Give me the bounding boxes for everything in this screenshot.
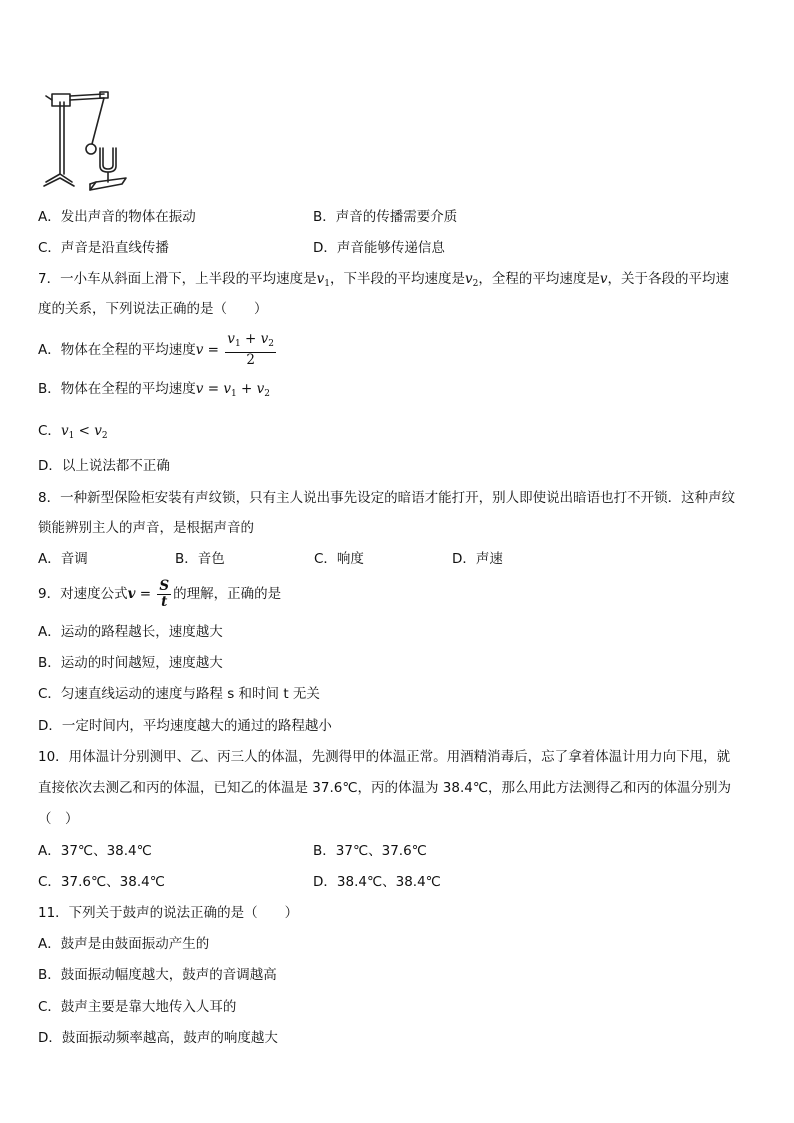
tuning-fork-pendulum-apparatus-icon (38, 86, 133, 196)
q6-option-b[interactable]: B．声音的传播需要介质 (313, 209, 458, 225)
q7-option-c[interactable]: C．$v_1 < v_2$ (38, 423, 108, 441)
q11-option-b[interactable]: B．鼓面振动幅度越大，鼓声的音调越高 (38, 967, 277, 983)
q11-option-c[interactable]: C．鼓声主要是靠大地传入人耳的 (38, 999, 237, 1015)
q9-stem: 9．对速度公式v = $\frac{S}{t}$ 的理解，正确的是 (38, 577, 282, 610)
q6-option-a[interactable]: A．发出声音的物体在振动 (38, 209, 196, 225)
q8-stem-line2: 锁能辨别主人的声音，是根据声音的 (38, 520, 254, 536)
q11-stem: 11．下列关于鼓声的说法正确的是（ ） (38, 905, 299, 921)
q9-option-a[interactable]: A．运动的路程越长，速度越大 (38, 624, 223, 640)
q11-option-a[interactable]: A．鼓声是由鼓面振动产生的 (38, 936, 210, 952)
q8-option-a[interactable]: A．音调 (38, 551, 88, 567)
q8-option-b[interactable]: B．音色 (175, 551, 225, 567)
q7-option-b[interactable]: B．物体在全程的平均速度$v = v_1 + v_2$ (38, 381, 270, 399)
q7-option-a[interactable]: A．物体在全程的平均速度v = $\frac{v_1 + v_2}{2}$ (38, 331, 274, 368)
q10-option-c[interactable]: C．37.6℃、38.4℃ (38, 874, 165, 890)
q10-stem-line1: 10．用体温计分别测甲、乙、丙三人的体温，先测得甲的体温正常。用酒精消毒后，忘了拿着体温计用力向下甩，就 (38, 749, 731, 765)
q10-option-a[interactable]: A．37℃、38.4℃ (38, 843, 152, 859)
q7-stem-line1: 7．一小车从斜面上滑下，上半段的平均速度是$v_1$，下半段的平均速度是$v_2$，全程的平均速度是v，关于各段的平均速 (38, 271, 729, 289)
q10-stem-line3: （ ） (38, 811, 79, 827)
q10-option-d[interactable]: D．38.4℃、38.4℃ (313, 874, 441, 890)
q8-option-c[interactable]: C．响度 (314, 551, 364, 567)
q9-option-b[interactable]: B．运动的时间越短，速度越大 (38, 655, 223, 671)
q6-option-d[interactable]: D．声音能够传递信息 (313, 240, 445, 256)
q8-option-d[interactable]: D．声速 (452, 551, 503, 567)
q7-stem-line2: 度的关系，下列说法正确的是（ ） (38, 301, 268, 317)
q10-stem-line2: 直接依次去测乙和丙的体温，已知乙的体温是 37.6℃，丙的体温为 38.4℃，那么用此方法测得乙和丙的体温分别为 (38, 780, 732, 796)
q6-option-c[interactable]: C．声音是沿直线传播 (38, 240, 169, 256)
q8-stem-line1: 8．一种新型保险柜安装有声纹锁，只有主人说出事先设定的暗语才能打开，别人即使说出暗语也打不开锁．这种声纹 (38, 490, 736, 506)
q9-option-c[interactable]: C．匀速直线运动的速度与路程 s 和时间 t 无关 (38, 686, 320, 702)
q7-option-d[interactable]: D．以上说法都不正确 (38, 458, 170, 474)
q10-option-b[interactable]: B．37℃、37.6℃ (313, 843, 427, 859)
q11-option-d[interactable]: D．鼓面振动频率越高，鼓声的响度越大 (38, 1030, 278, 1046)
q9-option-d[interactable]: D．一定时间内，平均速度越大的通过的路程越小 (38, 718, 332, 734)
